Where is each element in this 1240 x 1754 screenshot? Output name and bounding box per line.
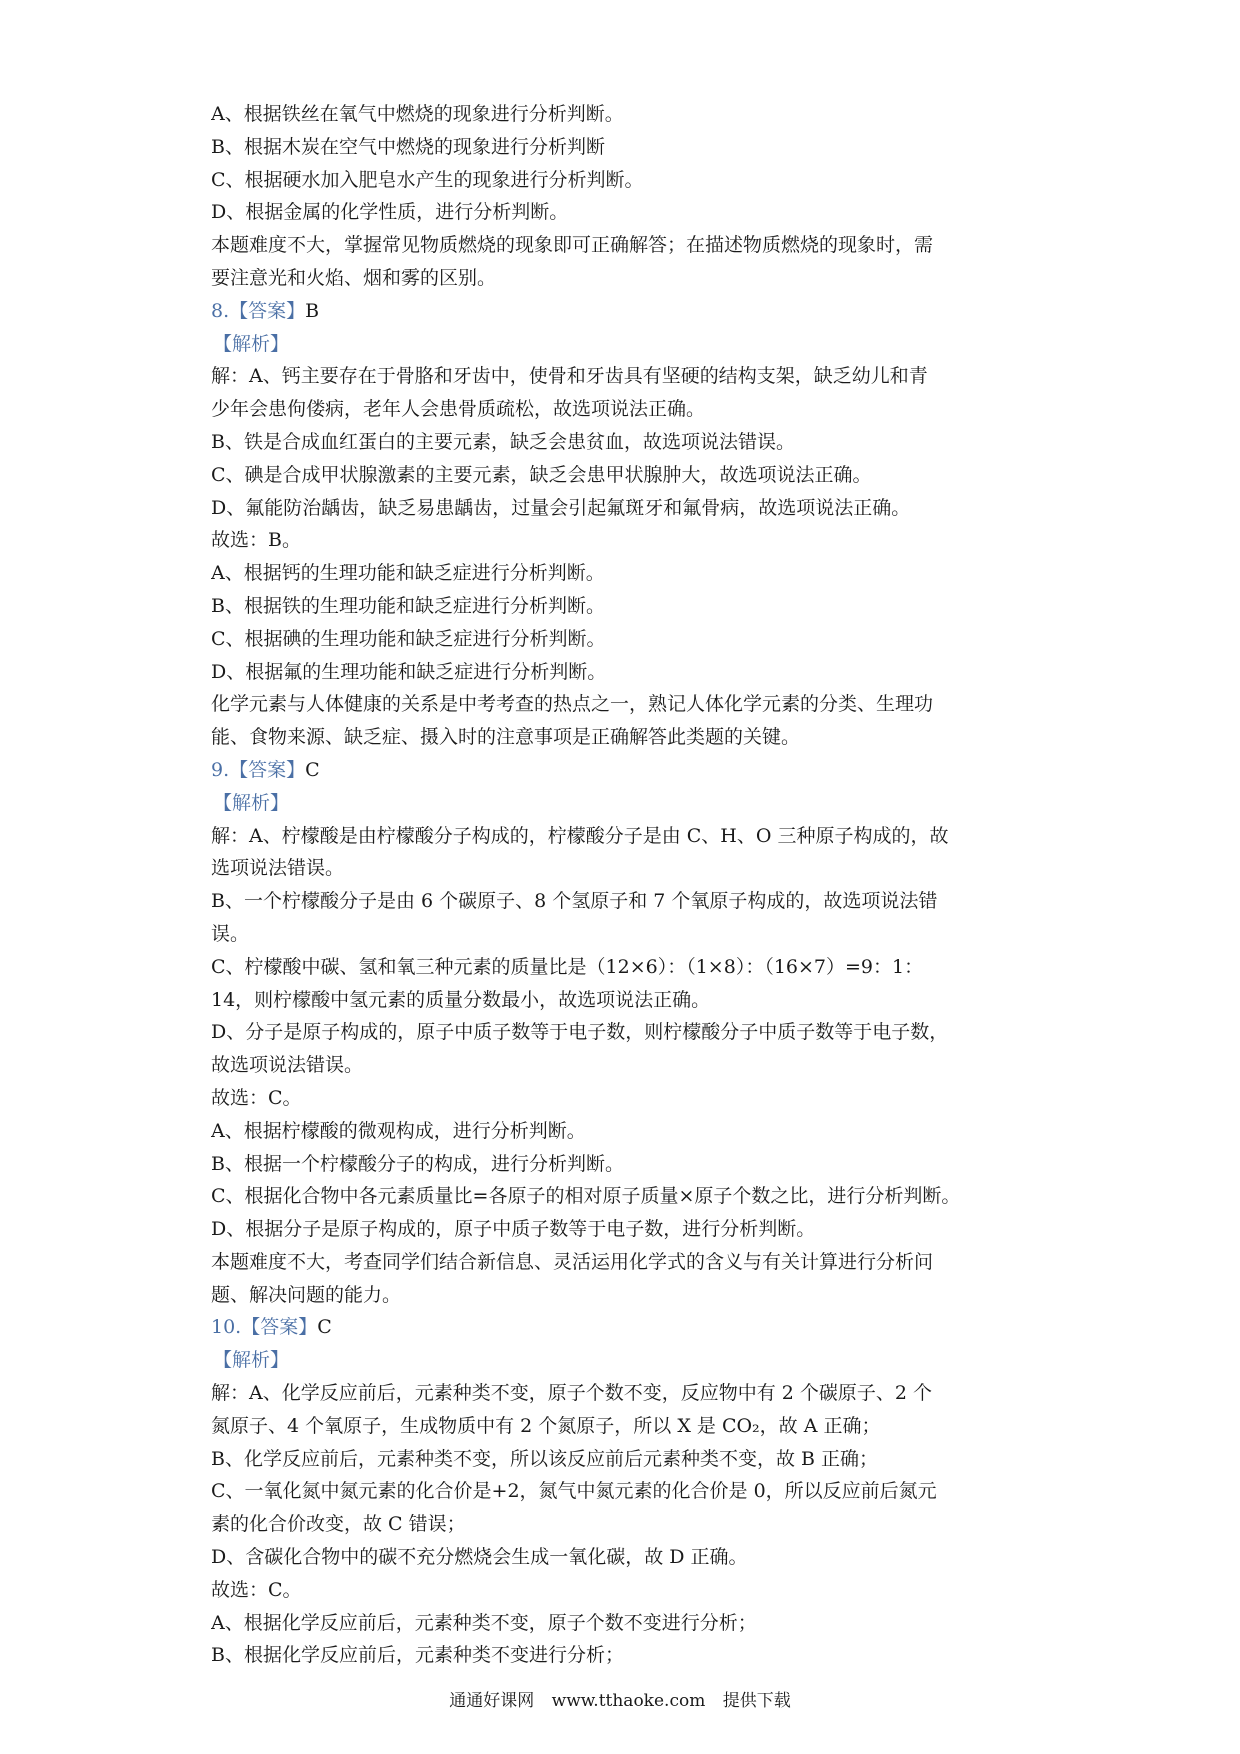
- footer-url[interactable]: www.tthaoke.com: [551, 1691, 706, 1711]
- text-line: D、分子是原子构成的，原子中质子数等于电子数，则柠檬酸分子中质子数等于电子数，: [211, 1021, 949, 1044]
- analysis-heading: 【解析】: [213, 791, 290, 814]
- analysis-heading: 【解析】: [213, 1349, 290, 1372]
- text-line: D、含碳化合物中的碳不充分燃烧会生成一氧化碳，故 D 正确。: [211, 1546, 748, 1569]
- text-line: A、根据柠檬酸的微观构成，进行分析判断。: [211, 1119, 586, 1142]
- answer-heading: [211, 1311, 1041, 1344]
- footer-tagline: 提供下载: [722, 1691, 791, 1711]
- footer-site-name: 通通好课网: [449, 1691, 535, 1711]
- text-line: A、根据铁丝在氧气中燃烧的现象进行分析判断。: [211, 103, 624, 125]
- text-line: 能、食物来源、缺乏症、摄入时的注意事项是正确解答此类题的关键。: [211, 726, 801, 749]
- text-line: C、碘是合成甲状腺激素的主要元素，缺乏会患甲状腺肿大，故选项说法正确。: [211, 463, 872, 486]
- text-line: 氮原子、4 个氧原子，生成物质中有 2 个氮原子，所以 X 是 CO₂，故 A 正确；: [211, 1414, 881, 1437]
- text-line: B、根据化学反应前后，元素种类不变进行分析；: [211, 1644, 624, 1667]
- text-line: 解：A、化学反应前后，元素种类不变，原子个数不变，反应物中有 2 个碳原子、2 个: [211, 1382, 933, 1405]
- text-line: B、一个柠檬酸分子是由 6 个碳原子、8 个氢原子和 7 个氧原子构成的，故选项说法错: [211, 890, 938, 913]
- text-line: A、根据化学反应前后，元素种类不变，原子个数不变进行分析；: [211, 1611, 757, 1634]
- analysis-heading: 【解析】: [213, 332, 290, 355]
- text-line: 误。: [211, 922, 250, 945]
- text-line: 本题难度不大，掌握常见物质燃烧的现象即可正确解答；在描述物质燃烧的现象时，需: [211, 234, 934, 257]
- text-line: 14，则柠檬酸中氢元素的质量分数最小，故选项说法正确。: [211, 988, 711, 1011]
- text-line: D、根据金属的化学性质，进行分析判断。: [211, 201, 569, 224]
- answer-label: 9.【答案】: [211, 758, 306, 781]
- document-body: [211, 98, 1041, 1672]
- text-line: 故选项说法错误。: [211, 1054, 364, 1077]
- text-line: 少年会患佝偻病，老年人会患骨质疏松，故选项说法正确。: [211, 398, 706, 421]
- text-line: 化学元素与人体健康的关系是中考考查的热点之一，熟记人体化学元素的分类、生理功: [211, 693, 934, 716]
- text-line: 题、解决问题的能力。: [211, 1283, 402, 1306]
- text-line: 故选：C。: [211, 1578, 302, 1601]
- answer-label: 10.【答案】: [211, 1316, 318, 1339]
- text-line: D、根据分子是原子构成的，原子中质子数等于电子数，进行分析判断。: [211, 1218, 816, 1241]
- text-line: 选项说法错误。: [211, 857, 345, 880]
- text-line: 解：A、柠檬酸是由柠檬酸分子构成的，柠檬酸分子是由 C、H、O 三种原子构成的，故: [211, 824, 949, 847]
- answer-value: B: [305, 299, 320, 322]
- answer-heading: [211, 754, 1041, 787]
- text-line: 解：A、钙主要存在于骨胳和牙齿中，使骨和牙齿具有坚硬的结构支架，缺乏幼儿和青: [211, 365, 928, 388]
- text-line: B、根据木炭在空气中燃烧的现象进行分析判断: [211, 135, 605, 158]
- text-line: C、柠檬酸中碳、氢和氧三种元素的质量比是（12×6）：（1×8）：（16×7）=9：1：: [211, 955, 924, 978]
- text-line: 素的化合价改变，故 C 错误；: [211, 1513, 466, 1536]
- text-line: B、根据一个柠檬酸分子的构成，进行分析判断。: [211, 1152, 624, 1175]
- answer-value: C: [317, 1316, 332, 1339]
- text-line: C、根据硬水加入肥皂水产生的现象进行分析判断。: [211, 168, 644, 191]
- text-line: B、铁是合成血红蛋白的主要元素，缺乏会患贫血，故选项说法错误。: [211, 430, 795, 453]
- answer-label: 8.【答案】: [211, 299, 306, 322]
- text-line: B、根据铁的生理功能和缺乏症进行分析判断。: [211, 594, 605, 617]
- text-line: 本题难度不大，考查同学们结合新信息、灵活运用化学式的含义与有关计算进行分析问: [211, 1250, 934, 1273]
- page-footer: [0, 1686, 1240, 1711]
- text-line: D、根据氟的生理功能和缺乏症进行分析判断。: [211, 660, 607, 683]
- text-line: C、一氧化氮中氮元素的化合价是+2，氮气中氮元素的化合价是 0，所以反应前后氮元: [211, 1480, 937, 1503]
- answer-heading: [211, 295, 1041, 328]
- text-line: 要注意光和火焰、烟和雾的区别。: [211, 266, 497, 289]
- text-line: D、氟能防治龋齿，缺乏易患龋齿，过量会引起氟斑牙和氟骨病，故选项说法正确。: [211, 496, 911, 519]
- answer-value: C: [305, 758, 320, 781]
- text-line: C、根据化合物中各元素质量比=各原子的相对原子质量×原子个数之比，进行分析判断。: [211, 1185, 961, 1208]
- text-line: 故选：B。: [211, 529, 301, 552]
- text-line: A、根据钙的生理功能和缺乏症进行分析判断。: [211, 562, 605, 585]
- text-line: C、根据碘的生理功能和缺乏症进行分析判断。: [211, 627, 606, 650]
- text-line: B、化学反应前后，元素种类不变，所以该反应前后元素种类不变，故 B 正确；: [211, 1447, 879, 1470]
- text-line: 故选：C。: [211, 1086, 302, 1109]
